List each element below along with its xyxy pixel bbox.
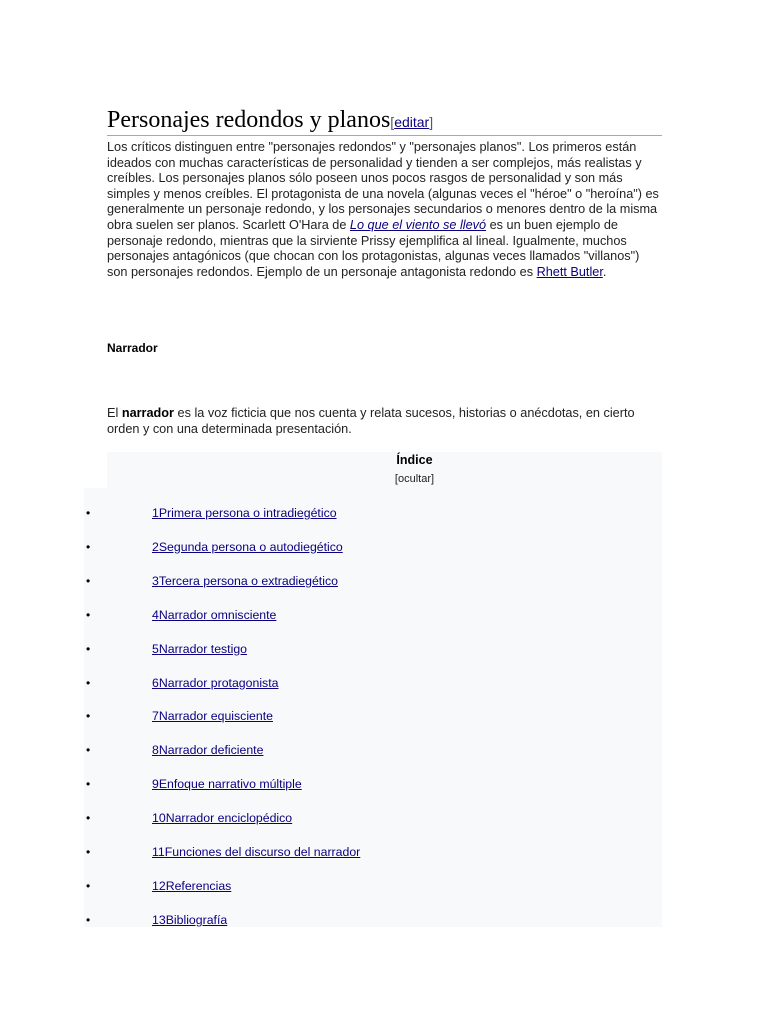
toc-item xyxy=(84,538,662,558)
toc-item xyxy=(84,674,662,694)
bullet-icon: • xyxy=(86,878,91,893)
toc-item xyxy=(84,877,662,897)
toc-label: Enfoque narrativo múltiple xyxy=(158,777,302,792)
toc-item xyxy=(84,809,662,829)
toc-label: Narrador deficiente xyxy=(158,743,264,758)
toc-link-13[interactable] xyxy=(152,912,227,928)
toc-link-9[interactable] xyxy=(152,776,302,792)
paragraph-text-part: es la voz ficticia que nos cuenta y relata sucesos, historias o anécdotas, en cierto orden y con una determinada presentación. xyxy=(107,406,635,436)
narrador-heading: Narrador xyxy=(107,341,158,355)
toc-link-4[interactable] xyxy=(152,607,276,623)
toc-number: 3 xyxy=(152,573,159,588)
toc-title-block xyxy=(107,452,662,487)
toc-hide-toggle[interactable]: [ocultar] xyxy=(394,473,435,485)
toc-label: Bibliografía xyxy=(165,912,228,927)
toc-number: 12 xyxy=(152,878,166,893)
bullet-icon: • xyxy=(86,573,91,588)
toc-label: Narrador protagonista xyxy=(158,675,279,690)
toc-link-7[interactable] xyxy=(152,708,273,724)
bullet-icon: • xyxy=(86,539,91,554)
toc-title: Índice xyxy=(396,453,433,467)
bullet-icon: • xyxy=(86,845,91,859)
toc-item xyxy=(84,911,662,931)
toc-header-box xyxy=(107,452,662,488)
bullet-icon: • xyxy=(86,709,91,724)
toc-label: Funciones del discurso del narrador xyxy=(164,845,361,859)
toc-link-3[interactable] xyxy=(152,573,338,589)
toc-link-12[interactable] xyxy=(152,878,231,894)
narrador-paragraph xyxy=(107,405,663,437)
bullet-icon: • xyxy=(86,675,91,690)
bullet-icon: • xyxy=(86,506,91,520)
toc-number: 8 xyxy=(152,743,159,758)
lo-que-el-viento-link[interactable]: Lo que el viento se llevó xyxy=(349,217,487,232)
toc-label: Narrador equisciente xyxy=(158,709,273,724)
bullet-icon: • xyxy=(86,912,91,927)
bullet-icon: • xyxy=(86,777,91,792)
edit-bracket-close: ] xyxy=(429,114,434,130)
toc-item xyxy=(84,741,662,761)
toc-label: Narrador omnisciente xyxy=(158,607,277,622)
toc-number: 1 xyxy=(152,506,159,520)
section-heading xyxy=(107,106,662,136)
toc-item xyxy=(84,640,662,660)
toc-item xyxy=(84,606,662,626)
toc-link-6[interactable] xyxy=(152,675,278,691)
toc-number: 2 xyxy=(152,539,159,554)
toc-number: 7 xyxy=(152,709,159,724)
bullet-icon: • xyxy=(86,641,91,656)
toc-number: 5 xyxy=(152,641,159,656)
round-flat-characters-paragraph xyxy=(107,140,663,280)
bullet-icon: • xyxy=(86,743,91,758)
paragraph-text-part: Los críticos distinguen entre "personajes redondos" y "personajes planos". Los primeros están ideados con muchas características de personalidad y tienden a ser complejos, más realistas y creíbles. Los personajes planos sólo poseen unos pocos rasgos de personalidad y son más simples y menos creíbles. El protagonista de una novela (algunas veces el "héroe" o "heroína") es generalmente un personaje redondo, y los personajes secundarios o menores dentro de la misma obra suelen ser planos. Scarlett O'Hara de xyxy=(107,140,659,232)
toc-label: Narrador enciclopédico xyxy=(165,811,293,826)
edit-link[interactable]: editar xyxy=(394,114,430,130)
toc-number: 6 xyxy=(152,675,159,690)
toc-label: Primera persona o intradiegético xyxy=(158,506,337,520)
toc-number: 4 xyxy=(152,607,159,622)
toc-link-10[interactable] xyxy=(152,810,292,826)
toc-link-11[interactable] xyxy=(152,844,360,860)
toc-item xyxy=(84,843,662,863)
toc-item xyxy=(84,572,662,592)
toc-link-8[interactable] xyxy=(152,742,263,758)
toc-number: 13 xyxy=(152,912,166,927)
section-title: Personajes redondos y planos xyxy=(107,107,391,133)
edit-bracket-open: [ xyxy=(390,114,395,130)
paragraph-text-part: . xyxy=(602,264,607,279)
paragraph-text-part: El xyxy=(107,406,122,420)
toc-label: Referencias xyxy=(165,878,232,893)
toc-number: 9 xyxy=(152,777,159,792)
table-of-contents xyxy=(84,488,662,927)
toc-number: 11 xyxy=(152,845,165,859)
bullet-icon: • xyxy=(86,607,91,622)
toc-link-5[interactable] xyxy=(152,641,247,657)
paragraph-text-part: es un buen ejemplo de personaje redondo, mientras que la sirviente Prissy ejemplifica al lineal. Igualmente, muchos personajes antagónicos (que chocan con los protagonistas, algunas veces llamados "villanos") son personajes redondos. Ejemplo de un personaje antagonista redondo es xyxy=(107,217,640,279)
toc-item xyxy=(84,707,662,727)
toc-link-1[interactable] xyxy=(152,505,337,521)
bullet-icon: • xyxy=(86,811,91,826)
toc-number: 10 xyxy=(152,811,166,826)
toc-label: Segunda persona o autodiegético xyxy=(158,539,343,554)
toc-link-2[interactable] xyxy=(152,539,343,555)
narrador-bold-term: narrador xyxy=(121,406,174,420)
toc-item xyxy=(84,775,662,795)
toc-item xyxy=(84,504,662,524)
toc-label: Narrador testigo xyxy=(158,641,248,656)
toc-label: Tercera persona o extradiegético xyxy=(158,573,338,588)
rhett-butler-link[interactable]: Rhett Butler xyxy=(536,264,603,279)
